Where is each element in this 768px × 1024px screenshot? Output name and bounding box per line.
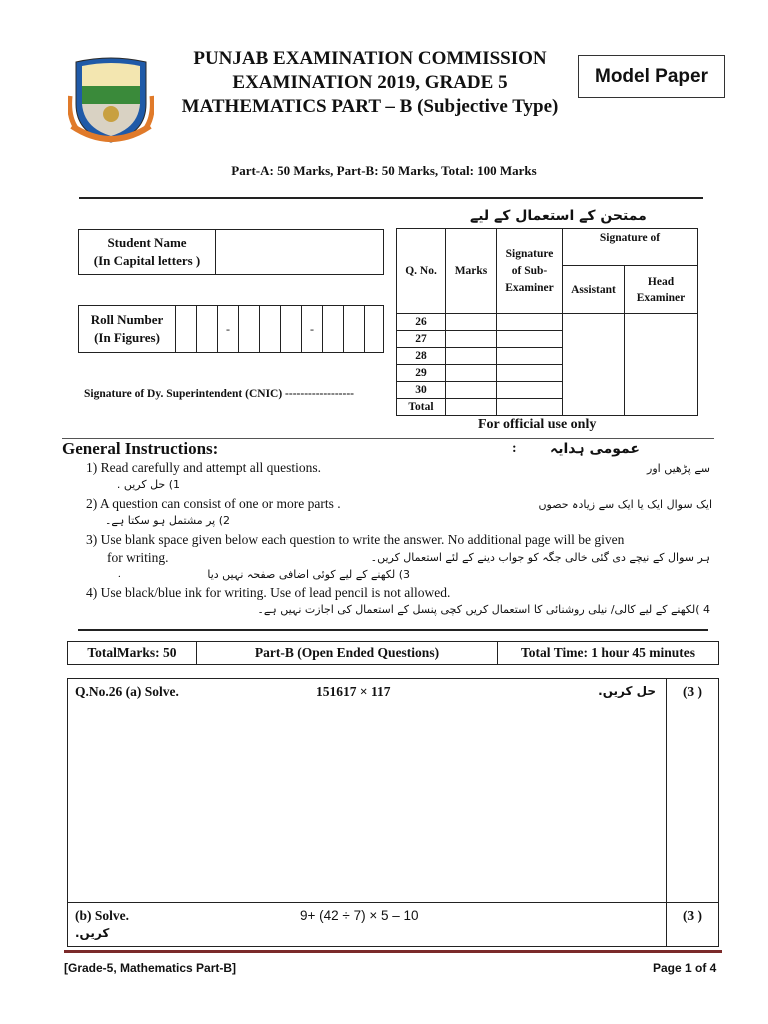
deputy-superintendent-signature: Signature of Dy. Superintendent (CNIC) ------------------ <box>84 388 354 400</box>
instruction-2-urdu-2: 2) پر مشتمل ہو سکتا ہے۔ <box>104 514 230 527</box>
roll-digit-cell[interactable] <box>176 306 197 353</box>
total-marks: TotalMarks: 50 <box>68 642 197 665</box>
marks-cell[interactable] <box>446 348 497 365</box>
qno-cell: 30 <box>397 382 446 399</box>
sub-examiner-header-l3: Examiner <box>505 281 554 294</box>
sub-examiner-sig-cell[interactable] <box>497 399 563 416</box>
question-26b-marks: (3 ) <box>667 903 719 947</box>
sub-examiner-header <box>497 229 563 314</box>
roll-digit-cell[interactable] <box>260 306 281 353</box>
qno-cell: 26 <box>397 314 446 331</box>
sub-examiner-header-l2: of Sub- <box>511 264 548 277</box>
question-26b-urdu: کریں. <box>75 926 110 940</box>
question-26b-label: (b) Solve. <box>75 908 129 923</box>
roll-number-label: Roll Number <box>90 312 164 327</box>
student-name-sublabel: (In Capital letters ) <box>93 253 201 268</box>
instruction-4-urdu: 4 )لکھنے کے لیے کالی/ نیلی روشنائی کا استعمال کریں کچی پنسل کے استعمال کی اجازت نہیں ہے۔ <box>257 603 710 616</box>
marks-cell[interactable] <box>446 365 497 382</box>
total-cell: Total <box>397 399 446 416</box>
qno-cell: 28 <box>397 348 446 365</box>
question-26a-label: Q.No.26 (a) Solve. <box>75 684 179 699</box>
question-26b-answer-area[interactable] <box>68 903 667 947</box>
roll-digit-cell[interactable] <box>323 306 344 353</box>
question-26a-expression: 151617 × 117 <box>316 684 391 699</box>
paper-info-band <box>67 641 719 665</box>
assistant-sig-cell[interactable] <box>563 314 625 416</box>
exam-title-line2: EXAMINATION 2019, GRADE 5 <box>232 72 508 93</box>
instruction-1-urdu-2: 1) حل کریں . <box>116 478 180 491</box>
instruction-3-cont: for writing. <box>107 550 169 565</box>
footer-grade-label: [Grade-5, Mathematics Part-B] <box>64 961 237 975</box>
sub-examiner-sig-cell[interactable] <box>497 382 563 399</box>
sub-examiner-sig-cell[interactable] <box>497 365 563 382</box>
instruction-4: 4) Use black/blue ink for writing. Use of lead pencil is not allowed. <box>86 585 451 600</box>
commission-logo <box>68 56 154 146</box>
divider <box>78 629 708 631</box>
student-name-box <box>78 229 384 275</box>
examiner-use-heading: ممتحن کے استعمال کے لیے <box>470 208 647 224</box>
divider <box>79 197 703 199</box>
marks-cell[interactable] <box>446 331 497 348</box>
general-instructions-title: General Instructions: <box>62 439 219 458</box>
sub-examiner-header-l1: Signature <box>505 247 554 260</box>
marks-cell[interactable] <box>446 399 497 416</box>
model-paper-badge: Model Paper <box>578 55 725 98</box>
examiner-marks-table <box>396 228 698 416</box>
roll-digit-cell[interactable] <box>344 306 365 353</box>
question-26a-urdu: حل کریں. <box>598 684 656 698</box>
sub-examiner-sig-cell[interactable] <box>497 331 563 348</box>
instruction-3-urdu: ہر سوال کے نیچے دی گئی خالی جگہ کو جواب دینے کے لئے استعمال کریں۔ <box>370 551 710 564</box>
question-26b-expression: 9+ (42 ÷ 7) × 5 – 10 <box>300 908 419 923</box>
instruction-3-urdu-2: 3) لکھنے کے لیے کوئی اضافی صفحہ نہیں دیا <box>207 568 410 581</box>
exam-title-line1: PUNJAB EXAMINATION COMMISSION <box>193 48 547 69</box>
roll-digit-cell[interactable] <box>365 306 384 353</box>
marks-summary: Part-A: 50 Marks, Part-B: 50 Marks, Total: 100 Marks <box>231 163 537 178</box>
head-examiner-header-l1: Head <box>647 275 675 288</box>
assistant-header: Assistant <box>563 266 625 314</box>
part-title: Part-B (Open Ended Questions) <box>197 642 498 665</box>
instruction-1-urdu: سے پڑھیں اور <box>647 462 710 475</box>
marks-cell[interactable] <box>446 314 497 331</box>
marks-cell[interactable] <box>446 382 497 399</box>
exam-title-line3: MATHEMATICS PART – B (Subjective Type) <box>181 96 559 117</box>
qno-cell: 29 <box>397 365 446 382</box>
student-name-label: Student Name <box>107 235 187 250</box>
question-26a-answer-area[interactable] <box>68 679 667 903</box>
instruction-3: 3) Use blank space given below each question to write the answer. No additional page will be given <box>86 532 625 547</box>
roll-digit-cell[interactable] <box>197 306 218 353</box>
head-examiner-header <box>625 266 698 314</box>
question-26-box <box>67 678 719 947</box>
roll-digit-cell[interactable]: - <box>302 306 323 353</box>
marks-header: Marks <box>446 229 497 314</box>
head-examiner-sig-cell[interactable] <box>625 314 698 416</box>
instruction-3-urdu-3: . <box>118 568 121 580</box>
total-time: Total Time: 1 hour 45 minutes <box>498 642 719 665</box>
page-number: Page 1 of 4 <box>653 961 717 975</box>
colon: : <box>512 441 517 456</box>
instruction-2: 2) A question can consist of one or more parts . <box>86 496 341 511</box>
sub-examiner-sig-cell[interactable] <box>497 348 563 365</box>
roll-digit-cell[interactable] <box>281 306 302 353</box>
instruction-1: 1) Read carefully and attempt all questions. <box>86 460 322 475</box>
sub-examiner-sig-cell[interactable] <box>497 314 563 331</box>
roll-digit-cell[interactable]: - <box>218 306 239 353</box>
official-use-note: For official use only <box>478 417 597 432</box>
qno-cell: 27 <box>397 331 446 348</box>
roll-number-box <box>78 305 384 353</box>
roll-digit-cell[interactable] <box>239 306 260 353</box>
general-instructions-title-urdu: عمومی ہدایہ <box>550 441 640 457</box>
instruction-2-urdu: ایک سوال ایک یا ایک سے زیادہ حصوں <box>538 498 712 511</box>
qno-header: Q. No. <box>397 229 446 314</box>
roll-number-sublabel: (In Figures) <box>94 330 160 345</box>
footer-divider <box>64 950 722 953</box>
student-name-field[interactable] <box>216 230 384 275</box>
question-26a-marks: (3 ) <box>667 679 719 903</box>
head-examiner-header-l2: Examiner <box>636 291 686 304</box>
signature-of-header: Signature of <box>563 229 698 266</box>
